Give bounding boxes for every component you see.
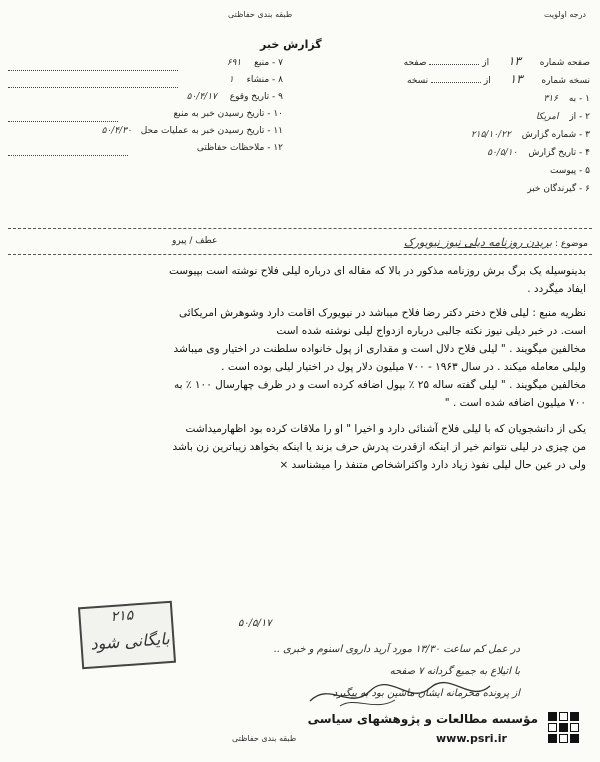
body-line-3: نظریه منبع : لیلی فلاح دختر دکتر رضا فلاح میباشد در نیویورک اقامت دارد وشوهرش امریکائی	[178, 307, 586, 319]
field-origin: ۸ - منشاء ۱	[228, 75, 283, 85]
subject-row: موضوع : بریدن روزنامه دیلی نیوز نیویورک	[403, 236, 588, 249]
body-line-8: ۷۰۰ میلیون اضافه شده است . "	[444, 397, 586, 409]
right-fields	[305, 54, 590, 204]
field-to: ۱ - به ۳۱۶	[543, 94, 590, 104]
field-report-number: ۳ - شماره گزارش ۲۱۵/۱۰/۲۲	[470, 130, 590, 140]
subject-bottom-rule	[8, 254, 592, 255]
body-line-7: مخالفین میگویند . " لیلی گفته ساله ۲۵ ٪ بپول اضافه کرده است و در ظرف چهارسال ۱۰۰ ٪ به	[174, 379, 586, 391]
body-line-2: ایفاد میگردد .	[527, 283, 586, 295]
handwritten-note-3: از پرونده محرمانه ایشان ماشین بود به پیگیرد	[332, 688, 520, 699]
handwritten-note-1: در عمل کم ساعت ۱۳/۳۰ مورد آرید داروی اسنوم و خبری ..	[273, 644, 520, 655]
field-operations-received-date: ۱۱ - تاریخ رسیدن خبر به عملیات محل ۵۰/۴/۳۰	[101, 126, 283, 136]
stamp-number: ۲۱۵	[110, 607, 134, 626]
field-source: ۷ - منبع ۶۹۱	[226, 58, 283, 68]
stamp-text: بایگانی شود	[89, 629, 171, 654]
subject-top-rule	[8, 228, 592, 229]
source-dotted-line	[8, 62, 178, 71]
field-occurrence-date: ۹ - تاریخ وقوع ۵۰/۴/۱۷	[186, 92, 283, 102]
field-source-received-date: ۱۰ - تاریخ رسیدن خبر به منبع	[173, 109, 283, 119]
body-line-5: مخالفین میگویند . " لیلی فلاح دلال است و مقداری از پول خانواده سلطنت در اختیار وی میباشد	[173, 343, 586, 355]
field-from: ۲ - از امریکا	[535, 112, 590, 122]
field-recipients: ۶ - گیرندگان خبر	[527, 184, 590, 194]
field-report-date: ۴ - تاریخ گزارش ۵۰/۵/۱۰	[487, 148, 590, 158]
institute-logo-icon	[548, 712, 579, 743]
institute-name: مؤسسه مطالعات و پژوهشهای سیاسی	[307, 712, 538, 726]
follow-label: عطف / پیرو	[172, 236, 218, 246]
field-security-notes: ۱۲ - ملاحظات حفاظتی	[196, 143, 283, 153]
archive-stamp	[78, 601, 176, 669]
signature-scribble	[300, 676, 500, 716]
origin-dotted-line	[8, 79, 178, 88]
institute-website[interactable]: www.psri.ir	[436, 732, 507, 745]
handwritten-note-2: با اتیلاع به جمیع گردانه ۷ صفحه	[389, 666, 520, 677]
left-fields	[8, 58, 283, 158]
body-line-1: بدینوسیله یک برگ برش روزنامه مذکور در بالا که مقاله ای درباره لیلی فلاح نوشته است بپیوست	[168, 265, 586, 277]
report-body	[14, 262, 586, 474]
field-page-number: صفحه شماره ۱۳ از صفحه	[403, 54, 590, 68]
classification-label: طبقه بندی حفاظتی	[228, 10, 293, 19]
body-line-6: ولیلی معامله میکند . در سال ۱۹۶۳ - ۷۰۰ میلیون دلار پول در اختیار لیلی بوده است .	[221, 361, 586, 373]
field-attachment: ۵ - پیوست	[549, 166, 590, 176]
body-line-10: من چیزی در لیلی نتوانم خیر از اینکه ازقدرت پدرش حرف بزند یا اینکه بخواهد زیباترین زن باشد	[172, 441, 586, 453]
priority-label: درجه اولویت	[544, 10, 586, 19]
institute-logo	[548, 712, 579, 743]
received-dotted-line	[8, 113, 118, 122]
body-line-11: ولی در عین حال لیلی نفوذ زیاد دارد واکثراشخاص متنفذ را میشناسد ×	[279, 459, 586, 471]
field-copy-number: نسخه شماره ۱۳ از نسخه	[407, 72, 590, 86]
footer-classification: طبقه بندی حفاظتی	[232, 734, 297, 743]
handwritten-date: ۵۰/۵/۱۷	[238, 618, 272, 629]
body-line-4: است. در خبر دیلی نیوز نکته جالبی درباره ازدواج لیلی نوشته شده است	[276, 325, 586, 337]
page-title: گزارش خبر	[260, 38, 322, 51]
security-dotted-line	[8, 147, 128, 156]
body-line-9: یکی از دانشجویان که با لیلی فلاح آشنائی دارد و اخیرا " او را ملاقات کرده بود اظهارمیداشت	[185, 423, 586, 435]
